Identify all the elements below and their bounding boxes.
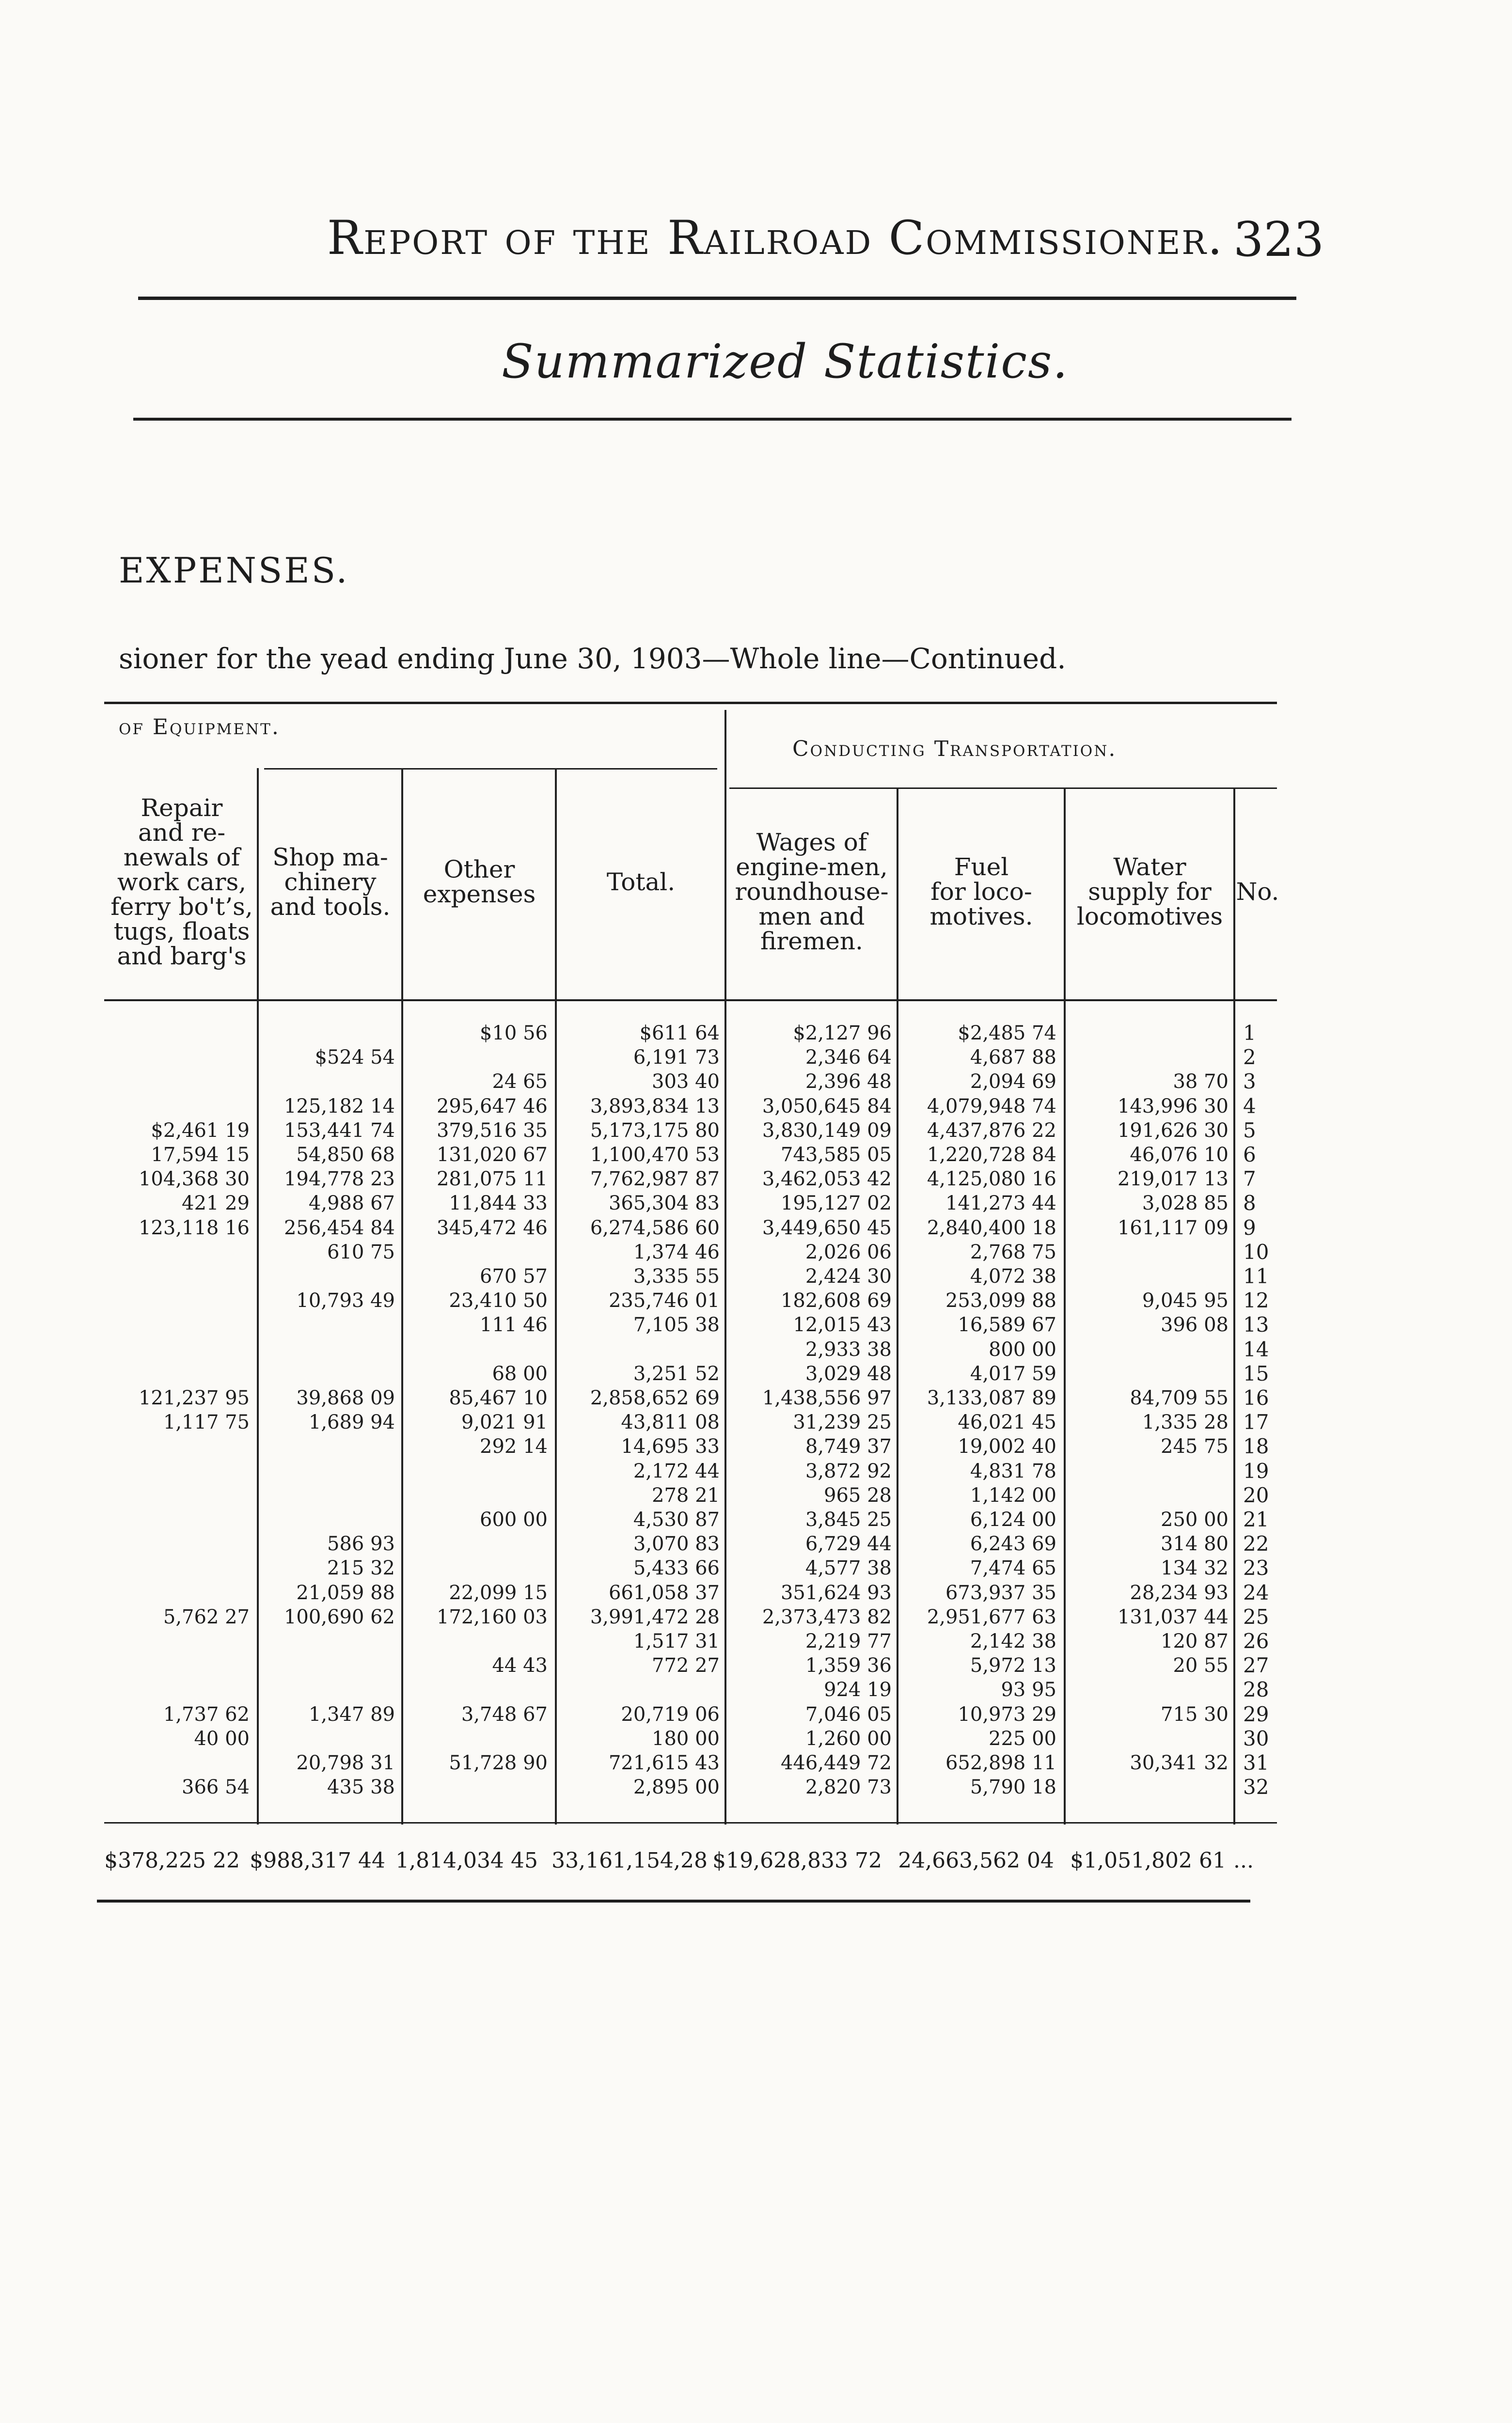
table-cell: 3,050,645 84 <box>762 1095 892 1117</box>
table-cell: 2,346 64 <box>805 1046 892 1069</box>
table-cell <box>262 1266 395 1287</box>
table-cell <box>406 1679 548 1700</box>
table-cell: 7,046 05 <box>805 1703 892 1726</box>
table-cell: 20,719 06 <box>621 1703 720 1726</box>
row-number: 16 <box>1243 1386 1269 1410</box>
table-cell <box>262 1023 395 1044</box>
table-cell: 1,737 62 <box>163 1703 250 1726</box>
table-cell <box>1069 1461 1228 1482</box>
table-cell: 3,449,650 45 <box>762 1216 892 1239</box>
table-cell: 256,454 84 <box>284 1216 395 1239</box>
table-bottom-rule <box>97 1900 1250 1903</box>
table-cell: 4,125,080 16 <box>927 1168 1056 1191</box>
row-number: 13 <box>1243 1313 1269 1337</box>
row-number: 25 <box>1243 1605 1269 1629</box>
table-cell: 28,234 93 <box>1130 1581 1228 1604</box>
table-cell: 182,608 69 <box>780 1290 892 1312</box>
table-cell: 93 95 <box>1001 1679 1056 1701</box>
table-cell: 3,028 85 <box>1142 1192 1228 1215</box>
table-cell: 1,100,470 53 <box>590 1144 720 1166</box>
table-cell: 1,438,556 97 <box>762 1387 892 1409</box>
table-cell: 134 32 <box>1161 1557 1228 1580</box>
table-cell <box>406 1558 548 1579</box>
table-cell: 924 19 <box>824 1679 892 1701</box>
table-cell <box>109 1485 250 1506</box>
table-cell: 44 43 <box>492 1654 548 1677</box>
table-cell: 721,615 43 <box>608 1752 720 1774</box>
table-cell: 2,094 69 <box>970 1070 1056 1093</box>
table-cell <box>1069 1679 1228 1700</box>
table-cell <box>1069 1242 1228 1263</box>
table-cell <box>262 1436 395 1457</box>
table-cell: 5,972 13 <box>970 1654 1056 1677</box>
table-cell: 191,626 30 <box>1117 1119 1228 1142</box>
table-cell: 435 38 <box>327 1776 395 1799</box>
table-cell <box>1069 1363 1228 1385</box>
row-number: 29 <box>1243 1702 1269 1726</box>
table-cell <box>1069 1266 1228 1287</box>
table-cell: 1,347 89 <box>308 1703 395 1726</box>
column-divider <box>1233 787 1235 1825</box>
table-cell <box>262 1631 395 1652</box>
table-cell: 2,840,400 18 <box>927 1216 1056 1239</box>
table-cell: 2,373,473 82 <box>762 1605 892 1628</box>
table-cell <box>406 1461 548 1482</box>
row-number: 14 <box>1243 1337 1269 1361</box>
table-cell: 121,237 95 <box>138 1387 250 1409</box>
table-cell: 3,748 67 <box>461 1703 548 1726</box>
header-rule-top <box>138 297 1296 300</box>
running-head: Report of the Railroad Commissioner. <box>327 211 1224 265</box>
column-header-repair-renewals: Repair and re- newals of work cars, ferry bo't’s, tugs, floats and barg's <box>110 793 253 970</box>
table-cell: 3,830,149 09 <box>762 1119 892 1142</box>
table-cell <box>1069 1777 1228 1798</box>
table-cell <box>1069 1339 1228 1360</box>
table-cell: 194,778 23 <box>284 1168 395 1191</box>
table-cell: 652,898 11 <box>945 1752 1056 1774</box>
table-cell: 111 46 <box>480 1314 548 1337</box>
column-header-row-number: No. <box>1236 877 1279 906</box>
table-cell <box>262 1655 395 1676</box>
table-cell: 670 57 <box>480 1265 548 1288</box>
table-cell: 85,467 10 <box>449 1387 548 1409</box>
group-heading-equipment: of Equipment. <box>119 715 280 739</box>
table-cell: 6,729 44 <box>805 1533 892 1556</box>
total-cell: $1,051,802 61 <box>1070 1848 1226 1873</box>
table-cell: 68 00 <box>492 1362 548 1385</box>
table-cell: 141,273 44 <box>945 1192 1056 1215</box>
table-cell: 366 54 <box>182 1776 250 1799</box>
table-cell: 2,026 06 <box>805 1241 892 1263</box>
table-cell <box>406 1047 548 1068</box>
row-number: 31 <box>1243 1751 1269 1775</box>
table-cell: 446,449 72 <box>780 1752 892 1774</box>
table-cell: 303 40 <box>652 1070 720 1093</box>
table-cell: 965 28 <box>824 1484 892 1507</box>
table-cell: $611 64 <box>639 1022 720 1044</box>
table-cell: 43,811 08 <box>621 1411 720 1434</box>
table-cell: 2,396 48 <box>805 1070 892 1093</box>
table-cell <box>109 1071 250 1092</box>
row-number: 9 <box>1243 1215 1256 1240</box>
table-cell: 11,844 33 <box>449 1192 548 1215</box>
table-cell <box>262 1363 395 1385</box>
table-cell: 292 14 <box>480 1435 548 1458</box>
row-number: 8 <box>1243 1191 1256 1215</box>
row-number: 6 <box>1243 1143 1256 1166</box>
table-cell: 3,462,053 42 <box>762 1168 892 1191</box>
table-cell: 1,374 46 <box>633 1241 720 1263</box>
table-cell: 12,015 43 <box>793 1314 892 1337</box>
table-cell <box>560 1679 720 1700</box>
table-cell: 153,441 74 <box>284 1119 395 1142</box>
table-cell: 20,798 31 <box>296 1752 395 1774</box>
table-cell: 3,872 92 <box>805 1460 892 1482</box>
table-cell: 4,017 59 <box>970 1362 1056 1385</box>
table-cell <box>109 1533 250 1555</box>
table-cell <box>406 1533 548 1555</box>
table-cell: 743,585 05 <box>780 1144 892 1166</box>
table-cell: $524 54 <box>315 1046 395 1069</box>
table-cell: 161,117 09 <box>1117 1216 1228 1239</box>
table-cell: 3,251 52 <box>633 1362 720 1385</box>
table-cell: 10,973 29 <box>958 1703 1056 1726</box>
table-cell: 2,895 00 <box>633 1776 720 1799</box>
table-cell <box>1069 1047 1228 1068</box>
row-number: 3 <box>1243 1070 1256 1094</box>
table-caption: sioner for the yead ending June 30, 1903—Whole line—Continued. <box>119 642 1066 675</box>
table-cell: 131,037 44 <box>1117 1605 1228 1628</box>
table-cell <box>109 1047 250 1068</box>
table-cell: 4,437,876 22 <box>927 1119 1056 1142</box>
table-cell: 104,368 30 <box>138 1168 250 1191</box>
table-cell: 2,951,677 63 <box>927 1605 1056 1628</box>
table-cell <box>406 1242 548 1263</box>
group-underline-right <box>729 787 1277 789</box>
table-cell: 2,142 38 <box>970 1630 1056 1652</box>
table-cell: 31,239 25 <box>793 1411 892 1434</box>
table-cell: 673,937 35 <box>945 1581 1056 1604</box>
column-divider <box>724 710 726 1825</box>
table-cell: 3,070 83 <box>633 1533 720 1556</box>
table-cell <box>109 1631 250 1652</box>
table-cell: 6,191 73 <box>633 1046 720 1069</box>
table-cell: 3,029 48 <box>805 1362 892 1385</box>
table-cell <box>109 1655 250 1676</box>
table-cell: 379,516 35 <box>436 1119 548 1142</box>
table-cell: 600 00 <box>480 1509 548 1531</box>
table-cell: 1,335 28 <box>1142 1411 1228 1434</box>
table-cell: 5,433 66 <box>633 1557 720 1580</box>
table-cell: $2,127 96 <box>793 1022 892 1044</box>
table-cell: 6,124 00 <box>970 1509 1056 1531</box>
table-cell: 2,820 73 <box>805 1776 892 1799</box>
table-cell: 180 00 <box>652 1727 720 1750</box>
table-cell: 345,472 46 <box>436 1216 548 1239</box>
table-cell: 125,182 14 <box>284 1095 395 1117</box>
row-number: 23 <box>1243 1556 1269 1580</box>
table-cell <box>109 1509 250 1530</box>
total-cell: 33,161,154,28 <box>551 1848 708 1873</box>
table-cell: 2,424 30 <box>805 1265 892 1288</box>
column-divider <box>1064 787 1066 1825</box>
row-number: 26 <box>1243 1629 1269 1653</box>
table-cell: 16,589 67 <box>958 1314 1056 1337</box>
row-number: 12 <box>1243 1289 1269 1313</box>
table-cell: 4,072 38 <box>970 1265 1056 1288</box>
table-cell <box>406 1728 548 1749</box>
row-number: 19 <box>1243 1459 1269 1483</box>
table-cell: 245 75 <box>1161 1435 1228 1458</box>
table-cell: 421 29 <box>182 1192 250 1215</box>
table-cell: 1,260 00 <box>805 1727 892 1750</box>
header-rule-bottom <box>133 418 1292 421</box>
table-cell: 215 32 <box>327 1557 395 1580</box>
table-cell: 23,410 50 <box>449 1290 548 1312</box>
table-cell: 5,790 18 <box>970 1776 1056 1799</box>
table-cell: 40 00 <box>194 1727 250 1750</box>
column-divider <box>257 768 259 1825</box>
table-cell <box>1069 1485 1228 1506</box>
table-cell: 21,059 88 <box>296 1581 395 1604</box>
table-cell <box>262 1679 395 1700</box>
table-cell: 120 87 <box>1161 1630 1228 1652</box>
row-number: 15 <box>1243 1361 1269 1385</box>
table-cell: $2,485 74 <box>958 1022 1056 1044</box>
row-number: 1 <box>1243 1021 1256 1045</box>
table-cell: 2,933 38 <box>805 1338 892 1361</box>
table-cell: 2,219 77 <box>805 1630 892 1652</box>
column-divider <box>401 768 403 1825</box>
table-cell: 772 27 <box>652 1654 720 1677</box>
row-number: 11 <box>1243 1264 1269 1288</box>
table-cell: 4,577 38 <box>805 1557 892 1580</box>
column-divider <box>897 787 898 1825</box>
table-cell: 278 21 <box>652 1484 720 1507</box>
table-cell: 7,474 65 <box>970 1557 1056 1580</box>
table-cell: 9,021 91 <box>461 1411 548 1434</box>
table-cell: $2,461 19 <box>151 1119 250 1142</box>
table-cell <box>109 1096 250 1117</box>
table-cell <box>109 1023 250 1044</box>
table-cell <box>406 1339 548 1360</box>
table-cell: 8,749 37 <box>805 1435 892 1458</box>
table-cell: 54,850 68 <box>296 1144 395 1166</box>
table-cell: 351,624 93 <box>780 1581 892 1604</box>
total-cell: $19,628,833 72 <box>712 1848 882 1873</box>
row-number: 2 <box>1243 1045 1256 1070</box>
table-cell: 3,893,834 13 <box>590 1095 720 1117</box>
table-cell: 19,002 40 <box>958 1435 1056 1458</box>
row-number: 10 <box>1243 1240 1269 1264</box>
table-cell <box>1069 1728 1228 1749</box>
column-header-water-supply: Water supply for locomotives <box>1076 852 1223 930</box>
table-cell <box>109 1679 250 1700</box>
table-cell: 2,768 75 <box>970 1241 1056 1263</box>
table-cell: 4,079,948 74 <box>927 1095 1056 1117</box>
row-number: 17 <box>1243 1410 1269 1434</box>
table-cell: 39,868 09 <box>296 1387 395 1409</box>
section-title: EXPENSES. <box>119 550 349 591</box>
table-cell: 22,099 15 <box>449 1581 548 1604</box>
subhead: Summarized Statistics. <box>502 334 1069 389</box>
group-underline-left <box>264 768 717 770</box>
table-cell <box>109 1461 250 1482</box>
table-cell: 2,858,652 69 <box>590 1387 720 1409</box>
row-number: 4 <box>1243 1094 1256 1118</box>
table-cell <box>109 1363 250 1385</box>
table-cell <box>1069 1023 1228 1044</box>
total-cell: ... <box>1233 1848 1254 1873</box>
table-cell <box>109 1752 250 1774</box>
table-cell: 800 00 <box>989 1338 1056 1361</box>
row-number: 20 <box>1243 1483 1269 1507</box>
table-cell: 661,058 37 <box>608 1581 720 1604</box>
table-cell: 1,359 36 <box>805 1654 892 1677</box>
column-header-fuel: Fuel for loco- motives. <box>929 852 1033 930</box>
table-cell: 172,160 03 <box>436 1605 548 1628</box>
table-cell: 6,243 69 <box>970 1533 1056 1556</box>
row-number: 21 <box>1243 1508 1269 1531</box>
table-cell: 5,762 27 <box>163 1605 250 1628</box>
total-cell: $988,317 44 <box>250 1848 385 1873</box>
table-cell: 123,118 16 <box>138 1216 250 1239</box>
page-number: 323 <box>1233 212 1324 267</box>
table-cell: $10 56 <box>480 1022 548 1044</box>
table-cell <box>262 1509 395 1530</box>
table-cell: 143,996 30 <box>1117 1095 1228 1117</box>
table-cell: 5,173,175 80 <box>590 1119 720 1142</box>
table-cell: 46,021 45 <box>958 1411 1056 1434</box>
table-cell <box>109 1266 250 1287</box>
table-cell <box>262 1485 395 1506</box>
table-cell: 2,172 44 <box>633 1460 720 1482</box>
table-cell: 253,099 88 <box>945 1290 1056 1312</box>
table-cell <box>262 1728 395 1749</box>
row-number: 27 <box>1243 1653 1269 1678</box>
row-number: 24 <box>1243 1580 1269 1605</box>
table-cell: 3,845 25 <box>805 1509 892 1531</box>
table-cell: 586 93 <box>327 1533 395 1556</box>
table-cell: 131,020 67 <box>436 1144 548 1166</box>
table-cell: 30,341 32 <box>1130 1752 1228 1774</box>
table-cell <box>406 1485 548 1506</box>
table-cell: 17,594 15 <box>151 1144 250 1166</box>
table-cell: 396 08 <box>1161 1314 1228 1337</box>
table-cell <box>109 1558 250 1579</box>
table-cell: 3,991,472 28 <box>590 1605 720 1628</box>
table-cell: 7,762,987 87 <box>590 1168 720 1191</box>
table-cell <box>109 1314 250 1336</box>
table-cell <box>109 1436 250 1457</box>
table-cell: 295,647 46 <box>436 1095 548 1117</box>
table-cell: 715 30 <box>1161 1703 1228 1726</box>
table-cell <box>109 1290 250 1311</box>
table-cell: 10,793 49 <box>296 1290 395 1312</box>
row-number: 5 <box>1243 1118 1256 1142</box>
column-header-other-expenses: Other expenses <box>423 855 536 908</box>
table-cell: 9,045 95 <box>1142 1290 1228 1312</box>
table-cell: 250 00 <box>1161 1509 1228 1531</box>
table-cell: 365,304 83 <box>608 1192 720 1215</box>
table-cell <box>262 1071 395 1092</box>
table-cell: 84,709 55 <box>1130 1387 1228 1409</box>
table-cell: 281,075 11 <box>436 1168 548 1191</box>
group-heading-conducting-transportation: Conducting Transportation. <box>792 737 1117 761</box>
table-cell: 4,831 78 <box>970 1460 1056 1482</box>
table-cell: 20 55 <box>1173 1654 1228 1677</box>
totals-rule <box>104 1822 1277 1824</box>
table-cell <box>560 1339 720 1360</box>
total-cell: 1,814,034 45 <box>395 1848 538 1873</box>
table-cell: 1,142 00 <box>970 1484 1056 1507</box>
table-cell: 195,127 02 <box>780 1192 892 1215</box>
table-cell: 4,530 87 <box>633 1509 720 1531</box>
table-cell: 1,689 94 <box>308 1411 395 1434</box>
row-number: 32 <box>1243 1775 1269 1799</box>
table-cell: 314 80 <box>1161 1533 1228 1556</box>
table-cell: 4,687 88 <box>970 1046 1056 1069</box>
total-cell: $378,225 22 <box>104 1848 240 1873</box>
row-number: 7 <box>1243 1167 1256 1191</box>
table-cell: 7,105 38 <box>633 1314 720 1337</box>
table-cell: 219,017 13 <box>1117 1168 1228 1191</box>
table-cell <box>109 1242 250 1263</box>
total-cell: 24,663,562 04 <box>898 1848 1054 1873</box>
table-cell: 235,746 01 <box>608 1290 720 1312</box>
table-cell <box>406 1777 548 1798</box>
row-number: 18 <box>1243 1434 1269 1459</box>
column-divider <box>555 768 557 1825</box>
table-cell: 6,274,586 60 <box>590 1216 720 1239</box>
table-cell <box>109 1582 250 1604</box>
table-cell <box>406 1631 548 1652</box>
header-bottom-rule <box>104 999 1277 1001</box>
row-number: 28 <box>1243 1678 1269 1702</box>
table-cell <box>262 1461 395 1482</box>
table-cell: 610 75 <box>327 1241 395 1263</box>
table-cell: 46,076 10 <box>1130 1144 1228 1166</box>
table-cell: 51,728 90 <box>449 1752 548 1774</box>
row-number: 22 <box>1243 1532 1269 1556</box>
table-cell: 24 65 <box>492 1070 548 1093</box>
table-cell: 14,695 33 <box>621 1435 720 1458</box>
row-number: 30 <box>1243 1726 1269 1750</box>
column-header-shop-machinery: Shop ma- chinery and tools. <box>270 843 391 921</box>
table-cell <box>262 1314 395 1336</box>
table-cell: 1,117 75 <box>163 1411 250 1434</box>
table-cell: 1,517 31 <box>633 1630 720 1652</box>
table-cell: 3,335 55 <box>633 1265 720 1288</box>
table-cell <box>109 1339 250 1360</box>
table-cell: 3,133,087 89 <box>927 1387 1056 1409</box>
table-cell <box>262 1339 395 1360</box>
column-header-total: Total. <box>606 867 676 896</box>
table-cell: 1,220,728 84 <box>927 1144 1056 1166</box>
table-cell: 225 00 <box>989 1727 1056 1750</box>
table-top-rule <box>104 702 1277 704</box>
table-cell: 38 70 <box>1173 1070 1228 1093</box>
column-header-wages-enginemen: Wages of engine-men, roundhouse- men and firemen. <box>735 828 889 955</box>
table-cell: 100,690 62 <box>284 1605 395 1628</box>
table-cell: 4,988 67 <box>308 1192 395 1215</box>
